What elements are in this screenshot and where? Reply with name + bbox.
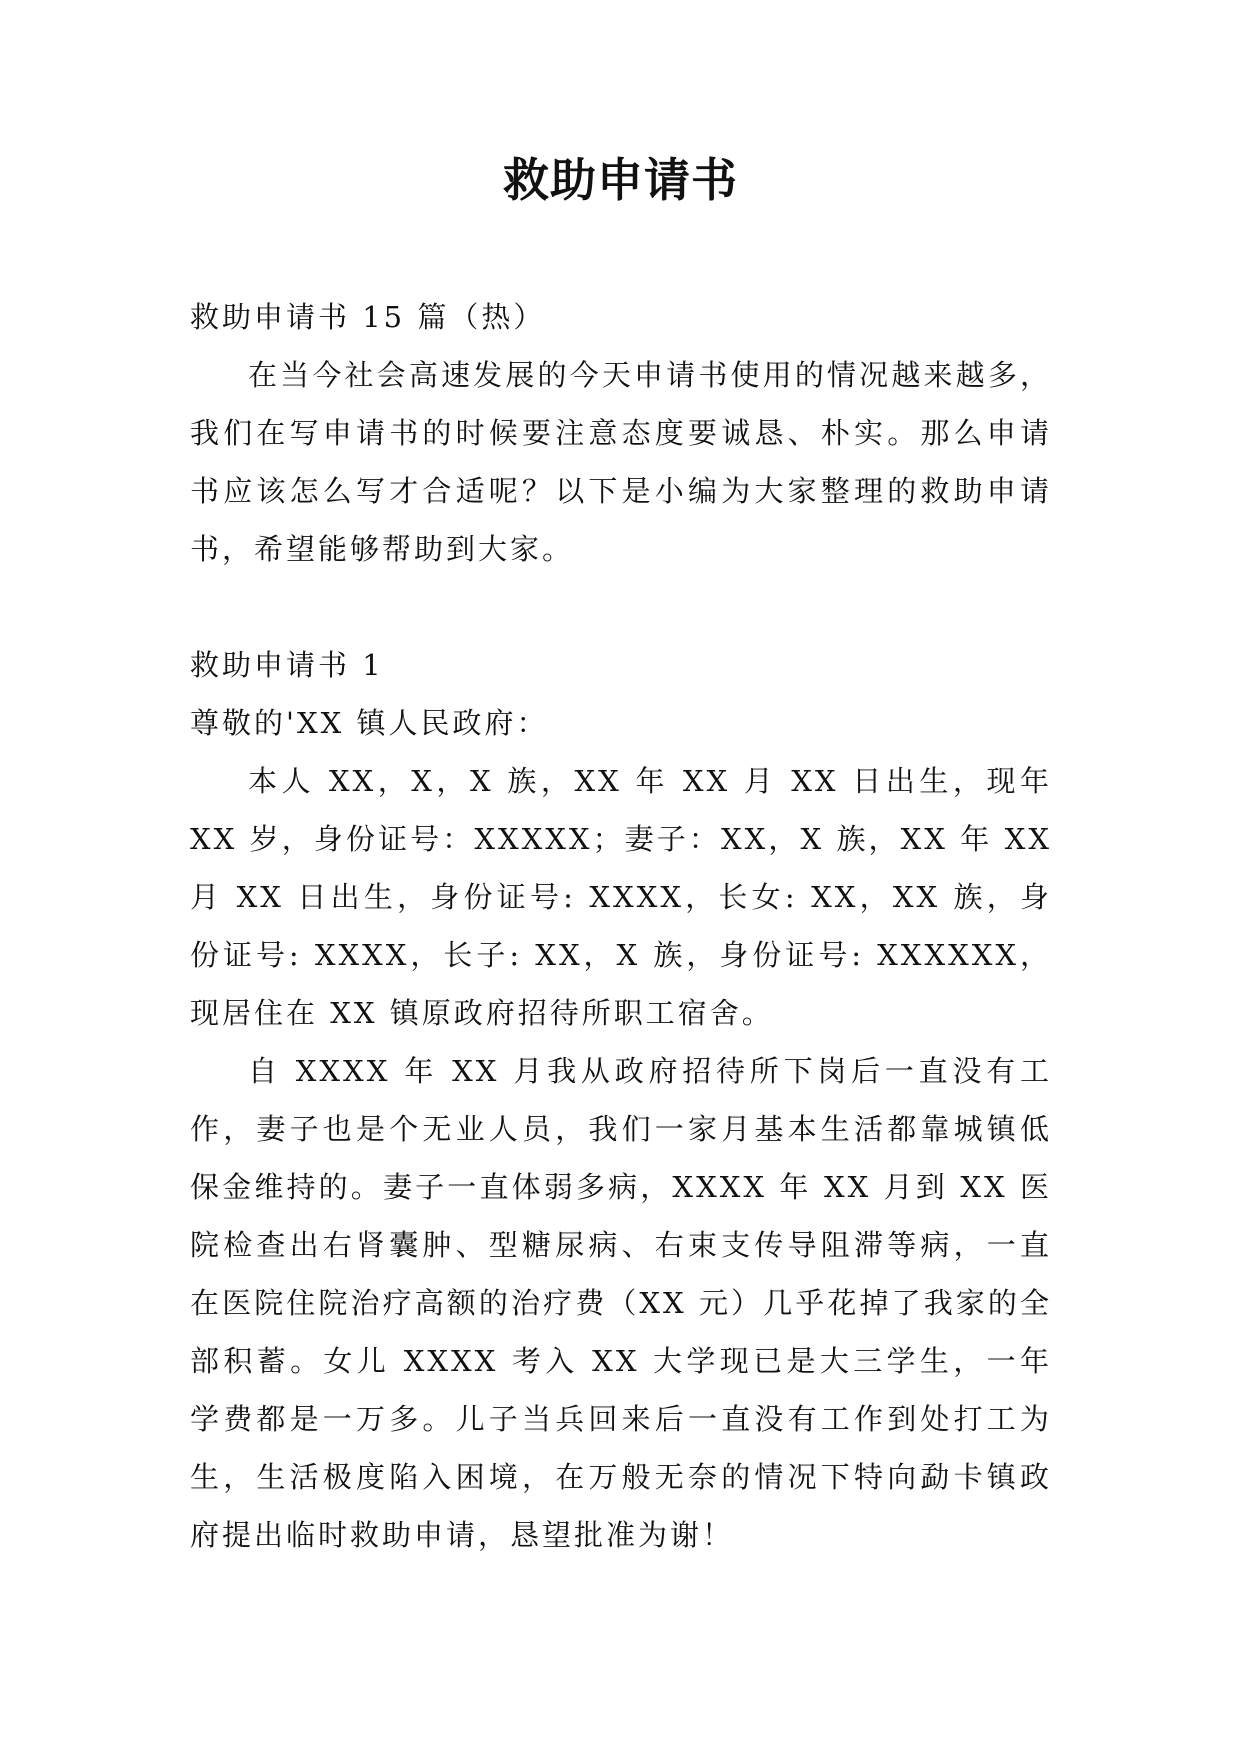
body-paragraph: 自 XXXX 年 XX 月我从政府招待所下岗后一直没有工作，妻子也是个无业人员，我们一家月基本生活都靠城镇低保金维持的。妻子一直体弱多病，XXXX 年 XX 月到 XX 医院检查出右肾囊肿、型糖尿病、右束支传导阻滞等病，一直在医院住院治疗高额的治疗费（XX 元）几乎花掉了我家的全部积蓄。女儿 XXXX 考入 XX 大学现已是大三学生，一年学费都是一万多。儿子当兵回来后一直没有工作到处打工为生，生活极度陷入困境，在万般无奈的情况下特向勐卡镇政府提出临时救助申请，恳望批准为谢！ <box>190 1054 1052 1552</box>
intro-paragraph: 在当今社会高速发展的今天申请书使用的情况越来越多，我们在写申请书的时候要注意态度要诚恳、朴实。那么申请书应该怎么写才合适呢？以下是小编为大家整理的救助申请书，希望能够帮助到大家。 <box>190 358 1052 566</box>
salutation: 尊敬的'XX 镇人民政府： <box>190 706 549 740</box>
section-gap <box>190 578 1052 636</box>
page-title: 救助申请书 <box>503 153 738 207</box>
document-body <box>190 288 1052 1564</box>
body-paragraph: 本人 XX，X，X 族，XX 年 XX 月 XX 日出生，现年 XX 岁，身份证号：XXXXX；妻子：XX，X 族，XX 年 XX 月 XX 日出生，身份证号: XXXX，长女: XX，XX 族，身份证号: XXXX，长子: XX，X 族，身份证号: XXXXXX，现居住在 XX 镇原政府招待所职工宿舍。 <box>190 764 1052 1030</box>
document-subtitle: 救助申请书 15 篇（热） <box>190 300 546 334</box>
section-heading: 救助申请书 1 <box>190 648 384 682</box>
